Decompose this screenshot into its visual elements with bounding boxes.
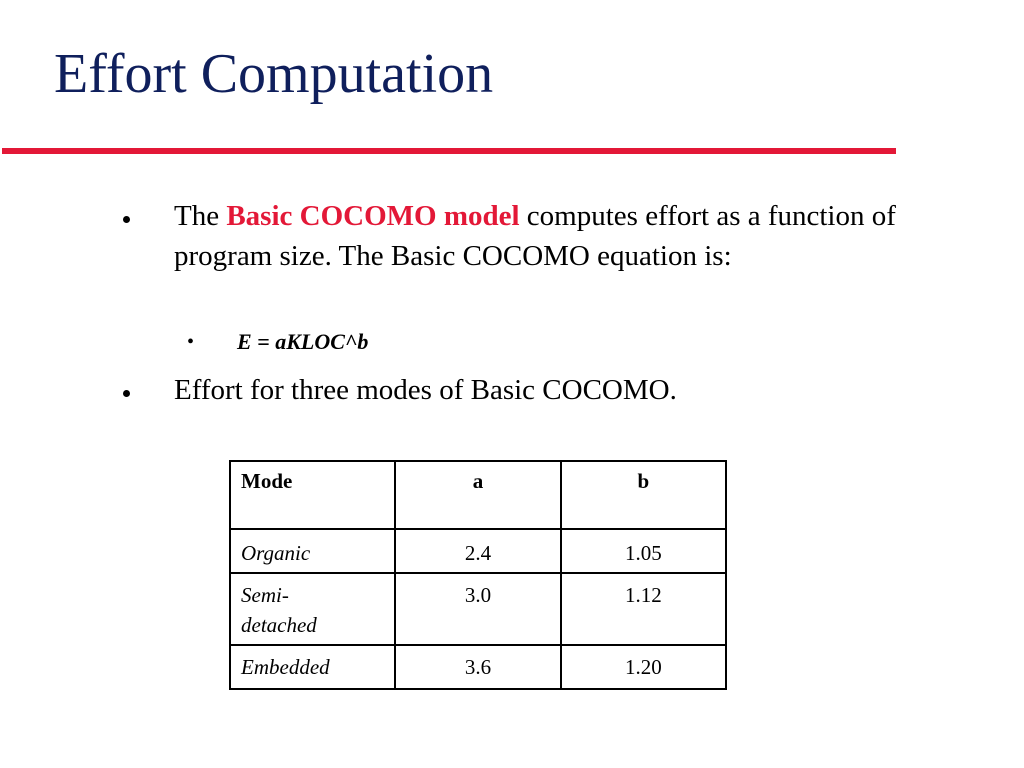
cocomo-modes-table (229, 460, 727, 690)
mode-cell: Semi- detached (230, 573, 395, 645)
b-cell: 1.12 (561, 573, 726, 645)
sub-bullet-marker: • (187, 331, 195, 353)
bullet-1-text (174, 196, 974, 276)
table-row (230, 645, 726, 689)
bullet-2-text: Effort for three modes of Basic COCOMO. (174, 374, 677, 406)
header-b: b (561, 461, 726, 529)
table-row (230, 529, 726, 573)
a-cell: 2.4 (395, 529, 560, 573)
bullet-marker-1 (123, 216, 130, 223)
mode-cell: Embedded (230, 645, 395, 689)
header-mode: Mode (230, 461, 395, 529)
table-row (230, 573, 726, 645)
title-underline (2, 148, 896, 154)
b-cell: 1.20 (561, 645, 726, 689)
slide-title: Effort Computation (54, 43, 494, 105)
bullet-marker-2 (123, 390, 130, 397)
a-cell: 3.0 (395, 573, 560, 645)
bullet-1-post: computes effort as a function of program size. The Basic COCOMO equation is: (174, 200, 896, 272)
bullet-1-highlight: Basic COCOMO model (226, 200, 520, 232)
bullet-1-pre: The (174, 200, 227, 232)
mode-cell: Organic (230, 529, 395, 573)
header-a: a (395, 461, 560, 529)
b-cell: 1.05 (561, 529, 726, 573)
cocomo-equation: E = aKLOC^b (237, 329, 369, 354)
a-cell: 3.6 (395, 645, 560, 689)
table-header-row (230, 461, 726, 529)
